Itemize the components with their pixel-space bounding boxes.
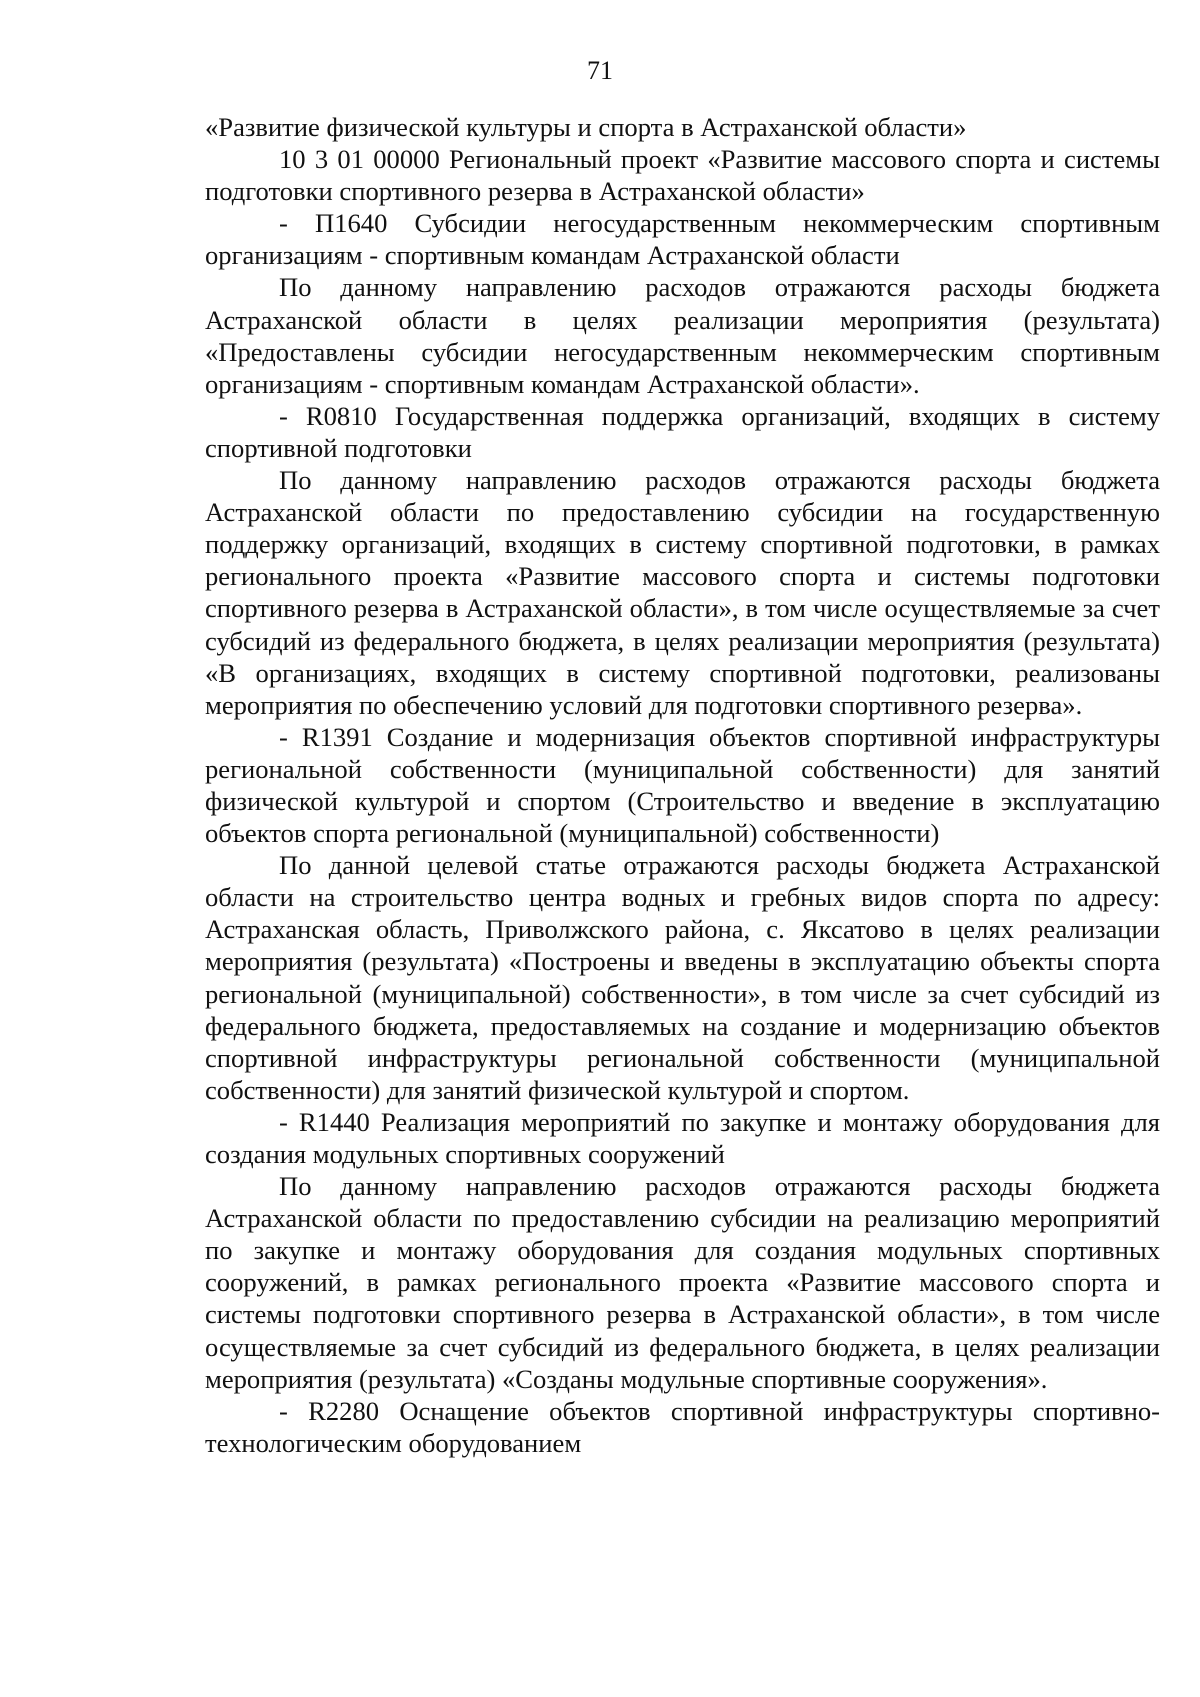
paragraph-description-p1640: По данному направлению расходов отражаются расходы бюджета Астраханской области в целях реализации мероприятия (результата) «Предоставлены субсидии негосударственным некоммерческим спортивным организациям - спортивным командам Астраханской области». — [205, 272, 1160, 399]
paragraph-description-r1391: По данной целевой статье отражаются расходы бюджета Астраханской области на строительство центра водных и гребных видов спорта по адресу: Астраханская область, Приволжского района, с. Яксатово в целях реализации мероприятия (результата) «Построены и введены в эксплуатацию объекты спорта региональной (муниципальной) собственности», в том числе за счет субсидий из федерального бюджета, предоставляемых на создание и модернизацию объектов спортивной инфраструктуры региональной собственности (муниципальной собственности) для занятий физической культурой и спортом. — [205, 850, 1160, 1105]
paragraph-item-r1440: - R1440 Реализация мероприятий по закупке и монтажу оборудования для создания модульных спортивных сооружений — [205, 1106, 1160, 1169]
page-number: 71 — [587, 56, 613, 85]
paragraph-item-r2280: - R2280 Оснащение объектов спортивной инфраструктуры спортивно-технологическим оборудованием — [205, 1395, 1160, 1458]
document-body — [205, 111, 1160, 1459]
paragraph-program-title: «Развитие физической культуры и спорта в Астраханской области» — [205, 112, 967, 142]
paragraph-item-r0810: - R0810 Государственная поддержка организаций, входящих в систему спортивной подготовки — [205, 400, 1160, 463]
paragraph-description-r1440: По данному направлению расходов отражаются расходы бюджета Астраханской области по предоставлению субсидии на реализацию мероприятий по закупке и монтажу оборудования для создания модульных спортивных сооружений, в рамках регионального проекта «Развитие массового спорта и системы подготовки спортивного резерва в Астраханской области», в том числе осуществляемые за счет субсидий из федерального бюджета, в целях реализации мероприятия (результата) «Созданы модульные спортивные сооружения». — [205, 1171, 1160, 1394]
paragraph-regional-project: 10 3 01 00000 Региональный проект «Развитие массового спорта и системы подготовки спортивного резерва в Астраханской области» — [205, 144, 1160, 207]
paragraph-description-r0810: По данному направлению расходов отражаются расходы бюджета Астраханской области по предоставлению субсидии на государственную поддержку организаций, входящих в систему спортивной подготовки, в рамках регионального проекта «Развитие массового спорта и системы подготовки спортивного резерва в Астраханской области», в том числе осуществляемые за счет субсидий из федерального бюджета, в целях реализации мероприятия (результата) «В организациях, входящих в систему спортивной подготовки, реализованы мероприятия по обеспечению условий для подготовки спортивного резерва». — [205, 465, 1160, 720]
paragraph-item-p1640: - П1640 Субсидии негосударственным некоммерческим спортивным организациям - спортивным командам Астраханской области — [205, 208, 1160, 271]
paragraph-item-r1391: - R1391 Создание и модернизация объектов спортивной инфраструктуры региональной собственности (муниципальной собственности) для занятий физической культурой и спортом (Строительство и введение в эксплуатацию объектов спорта региональной (муниципальной) собственности) — [205, 721, 1160, 849]
